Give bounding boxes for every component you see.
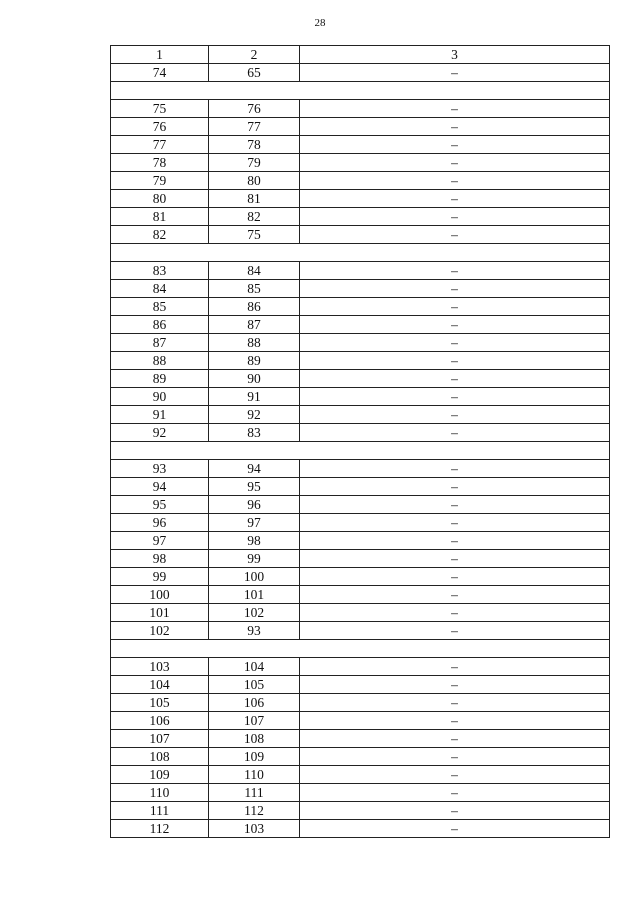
table-cell-col-2: 76 [209,100,300,118]
table-row [111,388,610,406]
table-cell-col-3: – [300,100,610,118]
table-cell-col-3: – [300,712,610,730]
table-cell-col-3: – [300,460,610,478]
table-row [111,532,610,550]
table-row [111,676,610,694]
table-cell-col-3: – [300,262,610,280]
table-cell-col-1: 91 [111,406,209,424]
table-row [111,478,610,496]
table-cell-col-3: – [300,190,610,208]
table-cell-col-2: 94 [209,460,300,478]
table-cell-col-2: 108 [209,730,300,748]
table-cell-col-3: – [300,604,610,622]
table-cell-col-1: 99 [111,568,209,586]
table-cell-col-2: 111 [209,784,300,802]
table-cell-col-2: 105 [209,676,300,694]
table-cell-col-3: – [300,730,610,748]
table-cell-col-2: 101 [209,586,300,604]
table-row [111,568,610,586]
table-cell-col-3: – [300,172,610,190]
table-row [111,190,610,208]
table-cell-col-2: 75 [209,226,300,244]
table-cell-col-1: 79 [111,172,209,190]
table-cell-col-3: – [300,676,610,694]
table-cell-col-1: 93 [111,460,209,478]
table-cell-col-1: 96 [111,514,209,532]
table-cell-col-1: 94 [111,478,209,496]
table-row [111,424,610,442]
table-cell-col-1: 78 [111,154,209,172]
table-row [111,316,610,334]
table-cell-col-2: 78 [209,136,300,154]
table-row [111,802,610,820]
table-cell-col-1: 84 [111,280,209,298]
table-cell-col-2: 86 [209,298,300,316]
table-cell-col-3: – [300,550,610,568]
table-cell-col-3: – [300,496,610,514]
table-cell-col-3: – [300,352,610,370]
table-cell-col-1: 109 [111,766,209,784]
table-cell-col-3: – [300,658,610,676]
group-separator-cell [111,82,610,100]
table-cell-col-1: 107 [111,730,209,748]
table-cell-col-1: 76 [111,118,209,136]
table-row [111,172,610,190]
table-row [111,514,610,532]
table-cell-col-3: – [300,334,610,352]
table-cell-col-2: 80 [209,172,300,190]
table-cell-col-3: – [300,298,610,316]
table-row [111,550,610,568]
table-cell-col-2: 92 [209,406,300,424]
table-cell-col-3: – [300,226,610,244]
table-cell-col-1: 101 [111,604,209,622]
table-cell-col-3: – [300,280,610,298]
table-cell-col-1: 80 [111,190,209,208]
data-table-container [110,45,609,838]
table-cell-col-3: – [300,820,610,838]
table-row [111,208,610,226]
table-cell-col-3: – [300,586,610,604]
table-cell-col-1: 88 [111,352,209,370]
table-cell-col-1: 112 [111,820,209,838]
table-cell-col-2: 82 [209,208,300,226]
table-row [111,280,610,298]
table-row [111,64,610,82]
table-cell-col-2: 84 [209,262,300,280]
table-cell-col-1: 95 [111,496,209,514]
table-cell-col-2: 103 [209,820,300,838]
table-row [111,334,610,352]
table-cell-col-3: – [300,136,610,154]
table-cell-col-3: – [300,118,610,136]
table-row [111,136,610,154]
table-cell-col-1: 86 [111,316,209,334]
table-cell-col-3: – [300,514,610,532]
table-row [111,226,610,244]
table-cell-col-3: – [300,64,610,82]
table-cell-col-2: 85 [209,280,300,298]
table-row [111,352,610,370]
table-cell-col-2: 81 [209,190,300,208]
table-row [111,766,610,784]
table-cell-col-2: 102 [209,604,300,622]
table-cell-col-2: 98 [209,532,300,550]
table-row [111,460,610,478]
group-separator-row [111,244,610,262]
group-separator-cell [111,244,610,262]
table-cell-col-3: – [300,316,610,334]
table-row [111,406,610,424]
table-cell-col-2: 93 [209,622,300,640]
table-cell-col-1: 90 [111,388,209,406]
table-cell-col-2: 107 [209,712,300,730]
table-body [111,46,610,838]
table-cell-col-1: 87 [111,334,209,352]
table-cell-col-3: – [300,568,610,586]
table-row [111,784,610,802]
table-row [111,496,610,514]
table-cell-col-2: 95 [209,478,300,496]
table-row [111,100,610,118]
table-header-row [111,46,610,64]
table-row [111,370,610,388]
table-row [111,712,610,730]
group-separator-row [111,640,610,658]
table-cell-col-1: 103 [111,658,209,676]
table-cell-col-2: 100 [209,568,300,586]
table-row [111,262,610,280]
table-row [111,694,610,712]
table-row [111,658,610,676]
table-cell-col-1: 111 [111,802,209,820]
table-cell-col-3: – [300,478,610,496]
table-row [111,622,610,640]
table-cell-col-2: 91 [209,388,300,406]
table-cell-col-1: 104 [111,676,209,694]
table-cell-col-2: 77 [209,118,300,136]
group-separator-row [111,442,610,460]
table-cell-col-1: 105 [111,694,209,712]
table-cell-col-3: – [300,532,610,550]
table-cell-col-1: 75 [111,100,209,118]
table-cell-col-3: – [300,406,610,424]
table-cell-col-2: 87 [209,316,300,334]
table-cell-col-2: 106 [209,694,300,712]
table-cell-col-1: 74 [111,64,209,82]
table-cell-col-1: 89 [111,370,209,388]
table-cell-col-3: – [300,694,610,712]
table-cell-col-1: 98 [111,550,209,568]
table-cell-col-2: 110 [209,766,300,784]
column-header-2: 2 [209,46,300,64]
table-cell-col-3: – [300,766,610,784]
table-cell-col-3: – [300,208,610,226]
table-cell-col-3: – [300,370,610,388]
table-cell-col-2: 90 [209,370,300,388]
table-cell-col-2: 83 [209,424,300,442]
table-cell-col-1: 100 [111,586,209,604]
table-cell-col-2: 109 [209,748,300,766]
table-cell-col-1: 97 [111,532,209,550]
table-cell-col-1: 102 [111,622,209,640]
table-cell-col-1: 110 [111,784,209,802]
table-cell-col-2: 96 [209,496,300,514]
column-header-1: 1 [111,46,209,64]
table-cell-col-3: – [300,388,610,406]
group-separator-row [111,82,610,100]
table-cell-col-1: 108 [111,748,209,766]
table-row [111,586,610,604]
table-cell-col-2: 112 [209,802,300,820]
table-cell-col-2: 97 [209,514,300,532]
page-number: 28 [314,17,326,29]
table-cell-col-3: – [300,748,610,766]
table-cell-col-2: 99 [209,550,300,568]
table-cell-col-2: 89 [209,352,300,370]
table-cell-col-1: 77 [111,136,209,154]
table-row [111,820,610,838]
table-cell-col-1: 81 [111,208,209,226]
table-row [111,730,610,748]
table-cell-col-1: 83 [111,262,209,280]
table-cell-col-1: 92 [111,424,209,442]
table-cell-col-1: 106 [111,712,209,730]
table-row [111,298,610,316]
table-row [111,604,610,622]
table-cell-col-2: 104 [209,658,300,676]
table-cell-col-3: – [300,424,610,442]
table-row [111,748,610,766]
table-cell-col-3: – [300,802,610,820]
table-cell-col-3: – [300,622,610,640]
group-separator-cell [111,442,610,460]
column-header-3: 3 [300,46,610,64]
table-cell-col-3: – [300,784,610,802]
group-separator-cell [111,640,610,658]
table-row [111,154,610,172]
table-cell-col-2: 88 [209,334,300,352]
table-cell-col-2: 79 [209,154,300,172]
table-cell-col-2: 65 [209,64,300,82]
table-cell-col-1: 85 [111,298,209,316]
data-table [110,45,610,838]
table-cell-col-3: – [300,154,610,172]
table-row [111,118,610,136]
table-cell-col-1: 82 [111,226,209,244]
